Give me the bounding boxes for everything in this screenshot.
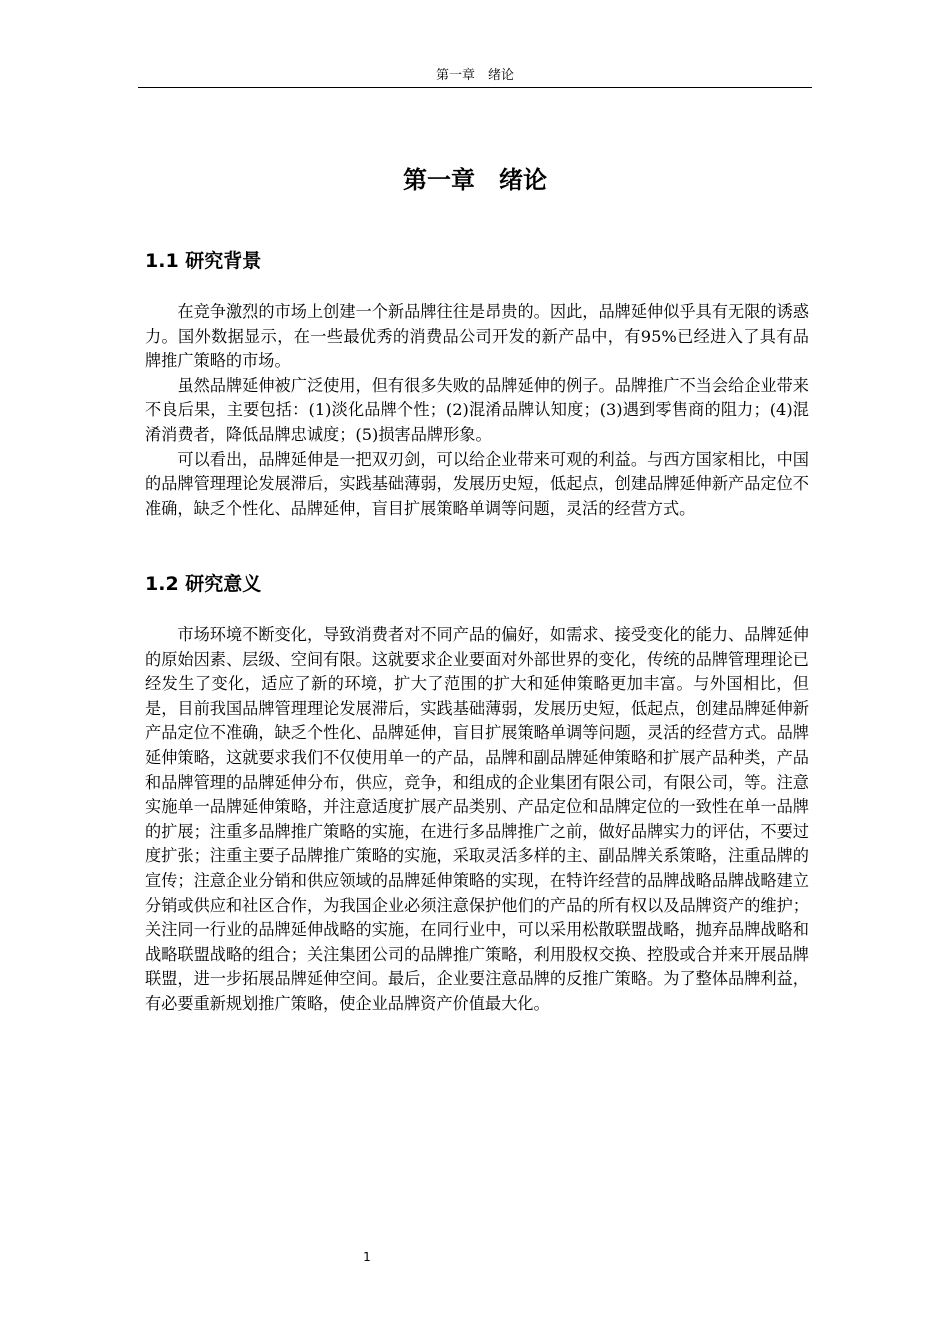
paragraph: 在竞争激烈的市场上创建一个新品牌往往是昂贵的。因此，品牌延伸似乎具有无限的诱惑力。国外数据显示，在一些最优秀的消费品公司开发的新产品中，有95%已经进入了具有品牌推广策略的市场。	[145, 302, 809, 371]
section-heading-1-2: 1.2 研究意义	[145, 573, 262, 595]
chapter-title: 第一章 绪论	[403, 166, 547, 194]
paragraph: 虽然品牌延伸被广泛使用，但有很多失败的品牌延伸的例子。品牌推广不当会给企业带来不良后果，主要包括：(1)淡化品牌个性；(2)混淆品牌认知度；(3)遇到零售商的阻力；(4)混淆消费者，降低品牌忠诚度；(5)损害品牌形象。	[145, 375, 809, 444]
paragraph: 市场环境不断变化，导致消费者对不同产品的偏好，如需求、接受变化的能力、品牌延伸的原始因素、层级、空间有限。这就要求企业要面对外部世界的变化，传统的品牌管理理论已经发生了变化，适应了新的环境，扩大了范围的扩大和延伸策略更加丰富。与外国相比，但是，目前我国品牌管理理论发展滞后，实践基础薄弱，发展历史短，低起点，创建品牌延伸新产品定位不准确，缺乏个性化、品牌延伸，盲目扩展策略单调等问题，灵活的经营方式。品牌延伸策略，这就要求我们不仅使用单一的产品，品牌和副品牌延伸策略和扩展产品种类，产品和品牌管理的品牌延伸分布，供应，竞争，和组成的企业集团有限公司，有限公司，等。注意实施单一品牌延伸策略，并注意适度扩展产品类别、产品定位和品牌定位的一致性在单一品牌的扩展；注重多品牌推广策略的实施，在进行多品牌推广之前，做好品牌实力的评估，不要过度扩张；注重主要子品牌推广策略的实施，采取灵活多样的主、副品牌关系策略，注重品牌的宣传；注意企业分销和供应领域的品牌延伸策略的实现，在特许经营的品牌战略品牌战略建立分销或供应和社区合作，为我国企业必须注意保护他们的产品的所有权以及品牌资产的维护；关注同一行业的品牌延伸战略的实施，在同行业中，可以采用松散联盟战略，抛弃品牌战略和战略联盟战略的组合；关注集团公司的品牌推广策略，利用股权交换、控股或合并来开展品牌联盟，进一步拓展品牌延伸空间。最后，企业要注意品牌的反推广策略。为了整体品牌利益，有必要重新规划推广策略，使企业品牌资产价值最大化。	[145, 625, 809, 1013]
section-heading-1-1: 1.1 研究背景	[145, 250, 262, 272]
section-1-1-body	[145, 300, 809, 521]
paragraph: 可以看出，品牌延伸是一把双刃剑，可以给企业带来可观的利益。与西方国家相比，中国的品牌管理理论发展滞后，实践基础薄弱，发展历史短，低起点，创建品牌延伸新产品定位不准确，缺乏个性化、品牌延伸，盲目扩展策略单调等问题，灵活的经营方式。	[145, 449, 809, 518]
section-1-2-body	[145, 623, 809, 1017]
header-divider	[138, 87, 812, 88]
running-header: 第一章 绪论	[435, 68, 514, 83]
page-number: 1	[363, 1250, 371, 1264]
